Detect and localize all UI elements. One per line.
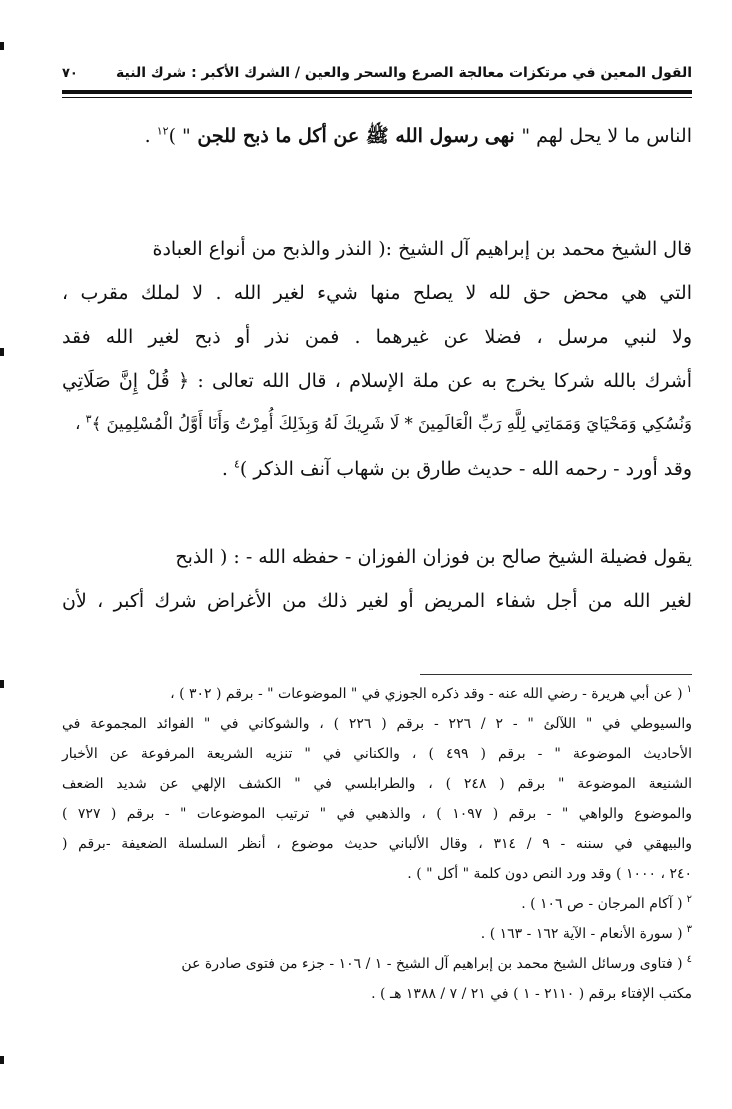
quran-verse: وَنُسُكِي وَمَحْيَايَ وَمَمَاتِي لِلَّهِ رَبِّ الْعَالَمِينَ * لَا شَرِيكَ لَهُ وَبِذَلِكَ أُمِرْتُ وَأَنَا أَوَّلُ الْمُسْلِمِينَ ﴾ <box>91 414 692 433</box>
line1-after: " ) <box>168 125 191 147</box>
footnote-2-number: ٢ <box>686 894 692 906</box>
quran-verse-line <box>62 414 692 433</box>
para2-line-2: التي هي محض حق لله لا يصلح منها شيء لغير الله . لا لملك مقرب ، <box>62 282 692 304</box>
header-rule-thin <box>62 97 692 98</box>
footnote-1-line-4: الشنيعة الموضوعة " برقم ( ٢٤٨ ) ، والطرابلسي في " الكشف الإلهي عن شديد الضعف <box>62 776 692 792</box>
footnote-ref-4: ٤ <box>233 457 240 471</box>
footnote-3-number: ٣ <box>686 924 692 936</box>
body-line-1 <box>62 124 692 152</box>
para2-line-4: أشرك بالله شركا يخرج به عن ملة الإسلام ، قال الله تعالى : ﴿ قُلْ إِنَّ صَلَاتِي <box>62 370 692 392</box>
para2-line-3: ولا لنبي مرسل ، فضلا عن غيرهما . فمن نذر أو ذبح لغير الله فقد <box>62 326 692 348</box>
line1-before: الناس ما لا يحل لهم " <box>521 125 692 147</box>
scan-mark <box>0 42 4 50</box>
para2-line-last <box>62 458 692 480</box>
para3-line-1: يقول فضيلة الشيخ صالح بن فوزان الفوزان - حفظه الله - : ( الذبح <box>175 546 692 568</box>
scan-mark <box>0 348 4 356</box>
header-rule-thick <box>62 90 692 94</box>
line1-end: . <box>144 125 157 147</box>
footnote-3-text: ( سورة الأنعام - الآية ١٦٢ - ١٦٣ ) . <box>480 926 683 942</box>
footnote-4-number: ٤ <box>686 954 692 966</box>
footnote-4-line-2: مكتب الإفتاء برقم ( ٢١١٠ - ١ ) في ٢١ / ٧ / ١٣٨٨ هـ ) . <box>371 986 692 1002</box>
scan-mark <box>0 680 4 688</box>
footnote-1-line-2: والسيوطي في " اللآلئ " - ٢ / ٢٢٦ - برقم ( ٢٢٦ ) ، والشوكاني في " الفوائد المجموعة في <box>62 716 692 732</box>
footnote-1-line-6: والبيهقي في سننه - ٩ / ٣١٤ ، وقال الألباني حديث موضوع ، أنظر السلسلة الضعيفة -برقم ( <box>62 836 692 852</box>
footnote-4-text-1: ( فتاوى ورسائل الشيخ محمد بن إبراهيم آل الشيخ - ١ / ١٠٦ - جزء من فتوى صادرة عن <box>181 956 683 972</box>
para3-line-2: لغير الله من أجل شفاء المريض أو لغير ذلك من الأغراض شرك أكبر ، لأن <box>62 590 692 612</box>
footnote-1-line-5: والموضوع والواهي " - برقم ( ١٠٩٧ ) ، والذهبي في " ترتيب الموضوعات " - برقم ( ٧٢٧ ) <box>62 806 692 822</box>
footnote-2-text: ( آكام المرجان - ص ١٠٦ ) . <box>521 896 683 912</box>
hadith-quote: نهى رسول الله ﷺ عن أكل ما ذبح للجن <box>190 125 522 147</box>
footnote-1-line-3: الأحاديث الموضوعة " - برقم ( ٤٩٩ ) ، والكناني في " تنزيه الشريعة المرفوعة عن الأخبار <box>62 746 692 762</box>
footnote-1-text-1: ( عن أبي هريرة - رضي الله عنه - وقد ذكره الجوزي في " الموضوعات " - برقم ( ٣٠٢ ) ، <box>170 686 683 702</box>
para2-last-end: . <box>221 458 234 480</box>
footnote-1-line-1 <box>62 686 692 702</box>
para2-line-1: قال الشيخ محمد بن إبراهيم آل الشيخ :( النذر والذبح من أنواع العبادة <box>152 238 692 260</box>
running-header <box>62 58 692 88</box>
scan-mark <box>0 1056 4 1064</box>
footnote-4-line-1 <box>62 956 692 972</box>
page-number: ٧٠ <box>62 65 78 81</box>
footnote-ref-3: ٣ <box>85 412 92 426</box>
para2-last-text: وقد أورد - رحمه الله - حديث طارق بن شهاب آنف الذكر ) <box>239 458 692 480</box>
footnote-1-line-7: ٢٤٠ ، ١٠٠٠ ) وقد ورد النص دون كلمة " أكل " ) . <box>407 866 692 882</box>
footnote-1-number: ١ <box>686 684 692 696</box>
header-title: القول المعين في مرتكزات معالجة الصرع والسحر والعين / الشرك الأكبر : شرك النية <box>116 65 692 81</box>
verse-line-end: ، <box>75 414 86 433</box>
footnote-separator <box>420 674 692 675</box>
footnote-ref-1: ١ <box>156 124 163 138</box>
footnote-3 <box>62 926 692 942</box>
footnote-ref-2: ٢ <box>162 124 169 138</box>
footnote-2 <box>62 896 692 912</box>
